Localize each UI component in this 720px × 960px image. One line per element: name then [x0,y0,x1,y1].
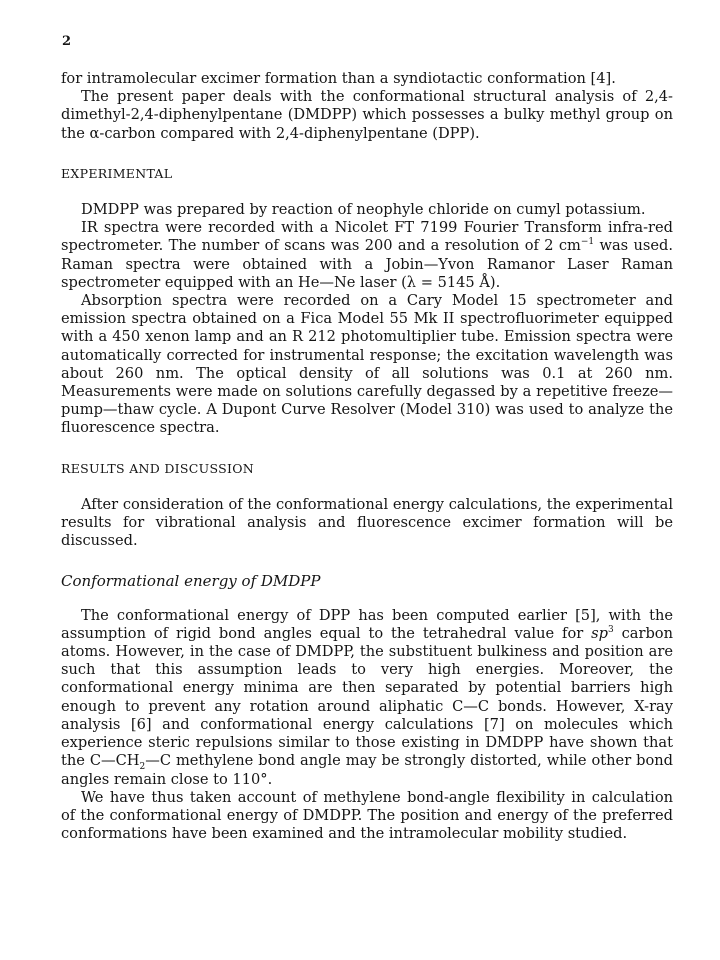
italic-text: sp [591,624,608,642]
results-paragraph-1: After consideration of the conformational energy calculations, the experimental results for vibrational analysis and fluorescence excimer formation will be discussed. [61,495,673,550]
article-body [61,70,673,843]
text-span: IR spectra were recorded with a Nicolet FT 7199 Fourier Transform infra-red spectrometer. The number of scans was 200 and a resolution of 2 cm [61,219,673,255]
text-span: was used. Raman spectra were obtained with a Jobin—Yvon Ramanor Laser Raman spectrometer equipped with an He—Ne laser (λ = 5145 Å). [61,237,674,291]
section-heading-experimental: EXPERIMENTAL [61,165,173,181]
superscript: 3 [607,625,614,636]
subsection-heading-conformational-energy: Conformational energy of DMDPP [61,572,321,591]
intro-paragraph: The present paper deals with the conformational structural analysis of 2,4-dimethyl-2,4-diphenylpentane (DMDPP) which possesses a bulky methyl group on the α-carbon compared with 2,4-diphenylpentane (DPP). [61,88,673,142]
conformational-paragraph-2: We have thus taken account of methylene bond-angle flexibility in calculation of the conformational energy of DMDPP. The position and energy of the preferred conformations have been examined and the intramolecular mobility studied. [61,788,673,843]
text-span: The conformational energy of DPP has been computed earlier [5], with the assumption of rigid bond angles equal to the tetrahedral value for [61,606,673,642]
superscript: −1 [580,237,595,248]
subscript: 2 [139,762,146,773]
intro-paragraph-continued: for intramolecular excimer formation than a syndiotactic conformation [4]. [61,70,616,87]
text-span: —C methylene bond angle may be strongly distorted, while other bond angles remain close to 110°. [61,752,673,788]
section-heading-results: RESULTS AND DISCUSSION [61,460,255,476]
experimental-paragraph-1: DMDPP was prepared by reaction of neophyle chloride on cumyl potassium. [81,201,646,219]
page-number: 2 [62,34,72,49]
text-span: carbon atoms. However, in the case of DMDPP, the substituent bulkiness and position are such that this assumption leads to very high energies. Moreover, the conformational energy minima are then separated by potential barriers high enough to prevent any rotation around aliphatic C—C bonds. However, X-ray analysis [6] and conformational energy calculations [7] on molecules which experience steric repulsions similar to those existing in DMDPP have shown that the C—CH [61,624,673,770]
conformational-paragraph-1 [61,607,673,789]
experimental-paragraph-2 [61,219,673,292]
experimental-paragraph-3: Absorption spectra were recorded on a Cary Model 15 spectrometer and emission spectra obtained on a Fica Model 55 Mk II spectrofluorimeter equipped with a 450 xenon lamp and an R 212 photomultiplier tube. Emission spectra were automatically corrected for instrumental response; the excitation wavelength was about 260 nm. The optical density of all solutions was 0.1 at 260 nm. Measurements were made on solutions carefully degassed by a repetitive freeze—pump—thaw cycle. A Dupont Curve Resolver (Model 310) was used to analyze the fluorescence spectra. [61,292,673,437]
